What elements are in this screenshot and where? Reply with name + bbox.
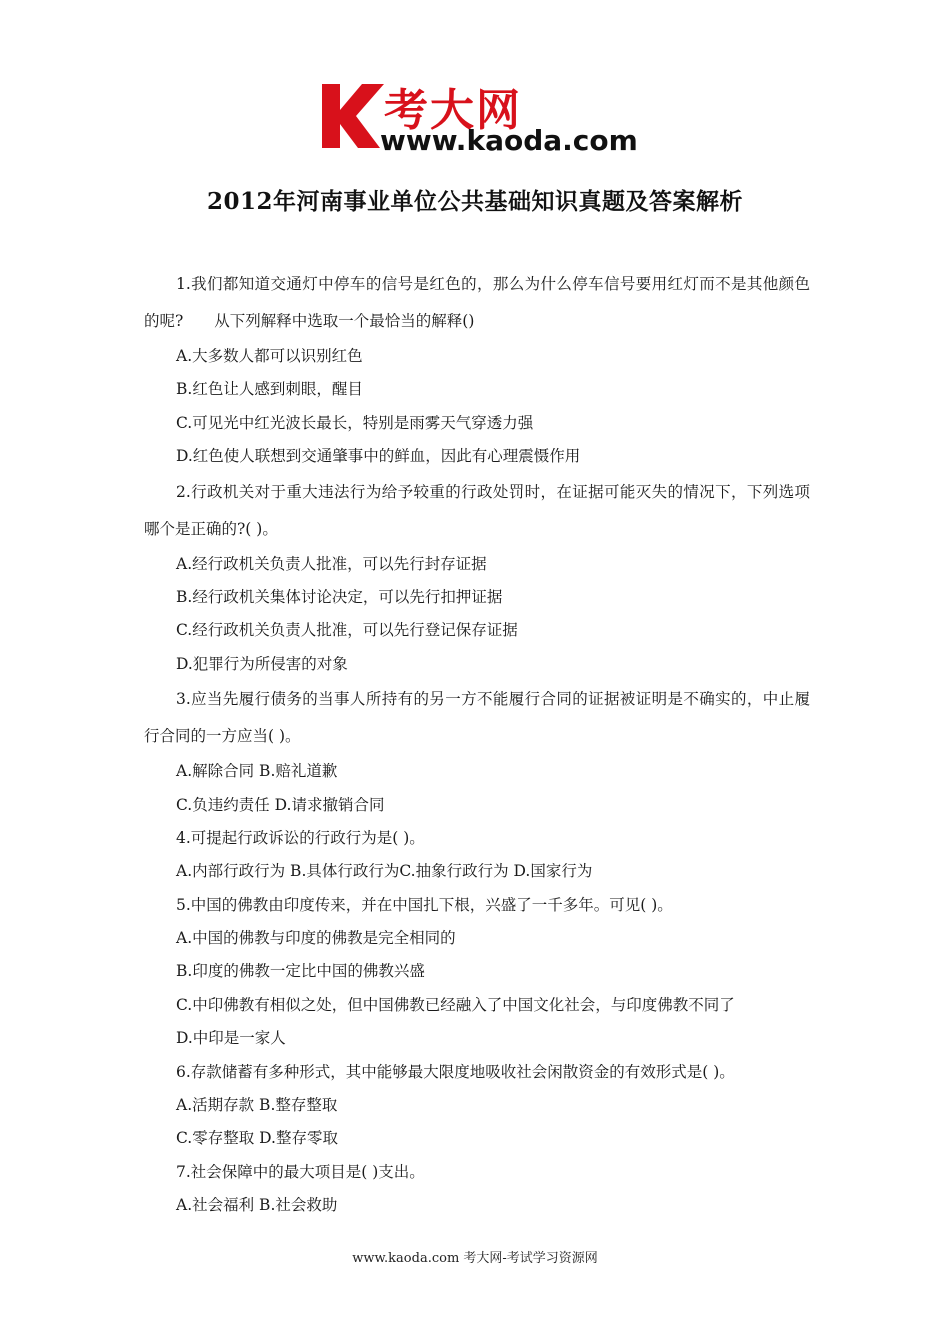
question-7 — [144, 1156, 810, 1223]
page-title: 2012年河南事业单位公共基础知识真题及答案解析 — [206, 188, 743, 215]
option-a: A.经行政机关负责人批准，可以先行封存证据 — [176, 554, 487, 573]
option-d: D.中印是一家人 — [176, 1029, 286, 1048]
option-c: C.可见光中红光波长最长，特别是雨雾天气穿透力强 — [176, 413, 534, 432]
option-abcd: A.内部行政行为 B.具体行政行为C.抽象行政行为 D.国家行为 — [176, 862, 593, 881]
question-list — [144, 266, 810, 1223]
question-5 — [144, 889, 810, 1056]
question-4 — [144, 822, 810, 889]
option-cd: C.负违约责任 D.请求撤销合同 — [176, 795, 385, 814]
question-stem: 6.存款储蓄有多种形式，其中能够最大限度地吸收社会闲散资金的有效形式是( )。 — [176, 1062, 735, 1081]
option-c: C.中印佛教有相似之处，但中国佛教已经融入了中国文化社会，与印度佛教不同了 — [176, 995, 735, 1014]
logo-chinese-name: 考大网 — [384, 85, 522, 136]
question-stem: 7.社会保障中的最大项目是( )支出。 — [176, 1162, 425, 1181]
option-d: D.犯罪行为所侵害的对象 — [176, 654, 348, 673]
logo-k-icon — [318, 80, 388, 152]
question-stem: 1.我们都知道交通灯中停车的信号是红色的，那么为什么停车信号要用红灯而不是其他颜色的呢? 从下列解释中选取一个最恰当的解释() — [144, 275, 810, 330]
question-stem: 5.中国的佛教由印度传来，并在中国扎下根，兴盛了一千多年。可见( )。 — [176, 895, 673, 914]
option-c: C.经行政机关负责人批准，可以先行登记保存证据 — [176, 621, 518, 640]
logo-url-text: www.kaoda.com — [380, 124, 638, 157]
question-stem: 3.应当先履行债务的当事人所持有的另一方不能履行合同的证据被证明是不确实的，中止履行合同的一方应当( )。 — [144, 690, 810, 746]
site-logo — [318, 80, 638, 158]
option-d: D.红色使人联想到交通肇事中的鲜血，因此有心理震慑作用 — [176, 447, 581, 466]
option-cd: C.零存整取 D.整存零取 — [176, 1129, 338, 1148]
option-b: B.红色让人感到刺眼，醒目 — [176, 380, 363, 399]
option-ab: A.活期存款 B.整存整取 — [176, 1096, 338, 1115]
option-b: B.经行政机关集体讨论决定，可以先行扣押证据 — [176, 587, 503, 606]
option-ab: A.社会福利 B.社会救助 — [176, 1196, 338, 1215]
question-6 — [144, 1056, 810, 1156]
question-2 — [144, 474, 810, 682]
page-footer: www.kaoda.com 考大网-考试学习资源网 — [352, 1251, 598, 1266]
question-3 — [144, 681, 810, 822]
option-b: B.印度的佛教一定比中国的佛教兴盛 — [176, 962, 425, 981]
question-stem: 4.可提起行政诉讼的行政行为是( )。 — [176, 828, 425, 847]
option-a: A.大多数人都可以识别红色 — [176, 347, 363, 365]
question-stem: 2.行政机关对于重大违法行为给予较重的行政处罚时，在证据可能灭失的情况下，下列选项哪个是正确的?( )。 — [144, 482, 810, 538]
option-a: A.中国的佛教与印度的佛教是完全相同的 — [176, 929, 456, 948]
option-ab: A.解除合同 B.赔礼道歉 — [176, 762, 338, 781]
question-1 — [144, 266, 810, 474]
